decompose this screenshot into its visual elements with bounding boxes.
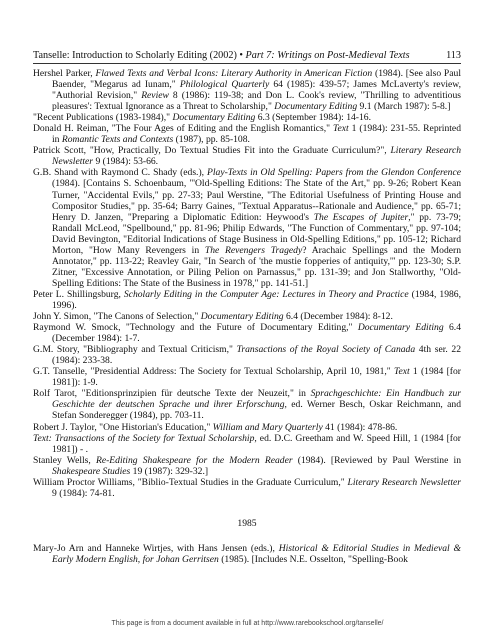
bibliography-entry: G.B. Shand with Raymond C. Shady (eds.), Play-Texts in Old Spelling: Papers from the Glendon Conference (1984). [Contains S. Schoenbaum, "'Old-Spelling Editions: The State of the Art," pp. 9-26; Robert Kean Turner, "Accidental Evils," pp. 27-33; Paul Werstine, "The Editorial Usefulness of Printing House and Compositor Studies," pp. 35-64; Barry Gaines, "Textual Apparatus--Rationale and Audience," pp. 65-71; Henry D. Janzen, "Preparing a Diplomatic Edition: Heywood's The Escapes of Jupiter," pp. 73-79; Randall McLeod, "Spellbound," pp. 81-96; Philip Edwards, "The Function of Commentary," pp. 97-104; David Bevington, "Editorial Indications of Stage Business in Old-Spelling Editions," pp. 105-12; Richard Morton, "How Many Revengers in The Revengers Tragedy? Arachaic Spellings and the Modern Annotator," pp. 113-22; Reavley Gair, "In Search of 'the mustie fopperies of antiquity,'" pp. 123-30; S.P. Zitner, "Excessive Annotation, or Piling Pelion on Parnassus," pp. 131-39; and Jon Stallworthy, "Old-Spelling Editions: The State of the Business in 1978," pp. 141-51.]	[33, 167, 461, 289]
header-section: Part 7: Writings on Post-Medieval Texts	[245, 50, 410, 61]
bibliography-entry: Stanley Wells, Re-Editing Shakespeare for the Modern Reader (1984). [Reviewed by Paul Werstine in Shakespeare Studies 19 (1987): 329-32.]	[33, 454, 461, 477]
bibliography-entry: Robert J. Taylor, "One Historian's Education," William and Mary Quarterly 41 (1984): 478-86.	[33, 421, 398, 433]
page-number: 113	[446, 50, 461, 61]
bibliography-entry: Donald H. Reiman, "The Four Ages of Editing and the English Romantics," Text 1 (1984): 231-55. Reprinted in Romantic Texts and Contexts (1987), pp. 85-108.	[33, 123, 461, 146]
bibliography-entry: Hershel Parker, Flawed Texts and Verbal Icons: Literary Authority in American Fiction (1984). [See also Paul Baender, "Megarus ad Iunam," Philological Quarterly 64 (1985): 439-57; James McLaverty's review, "Authorial Revision," Review 8 (1986): 119-38; and Don L. Cook's review, "Thrilling to adventitious pleasures': Textual Ignorance as a Threat to Scholarship," Documentary Editing 9.1 (March 1987): 5-8.]	[33, 68, 461, 113]
bibliography-entry: Raymond W. Smock, "Technology and the Future of Documentary Editing," Documentary Editing 6.4 (December 1984): 1-7.	[33, 322, 461, 345]
bibliography-entry: Patrick Scott, "How, Practically, Do Textual Studies Fit into the Graduate Curriculum?", Literary Research Newsletter 9 (1984): 53-66.	[33, 145, 461, 168]
bibliography-list-1984	[33, 68, 461, 499]
header-title: Tanselle: Introduction to Scholarly Editing (2002)	[33, 50, 237, 61]
bibliography-entry: William Proctor Williams, "Biblio-Textual Studies in the Graduate Curriculum," Literary Research Newsletter 9 (1984): 74-81.	[33, 476, 462, 499]
year-heading: 1985	[237, 517, 257, 529]
running-header	[33, 50, 461, 64]
bibliography-entry: Rolf Tarot, "Editionsprinzipien für deutsche Texte der Neuzeit," in Sprachgeschichte: Ein Handbuch zur Geschichte der deutschen Sprache und ihrer Erforschung, ed. Werner Besch, Oskar Reichmann, and Stefan Sonderegger (1984), pp. 703-11.	[33, 388, 461, 422]
bibliography-entry: G.M. Story, "Bibliography and Textual Criticism," Transactions of the Royal Society of Canada 4th ser. 22 (1984): 233-38.	[33, 344, 462, 367]
header-bullet: •	[239, 50, 243, 61]
bibliography-entry: Text: Transactions of the Society for Textual Scholarship, ed. D.C. Greetham and W. Speed Hill, 1 (1984 [for 1981]) - .	[33, 432, 461, 455]
bibliography-list-1985	[33, 543, 461, 565]
page-footer: This page is from a document available in full at http://www.rarebookschool.org/tanselle/	[111, 620, 384, 627]
bibliography-entry: Mary-Jo Arn and Hanneke Wirtjes, with Hans Jensen (eds.), Historical & Editorial Studies in Medieval & Early Modern English, for Johan Gerritsen (1985). [Includes N.E. Osselton, "Spelling-Book	[33, 542, 461, 565]
bibliography-body	[33, 68, 461, 565]
bibliography-entry: "Recent Publications (1983-1984)," Documentary Editing 6.3 (September 1984): 14-16.	[33, 112, 371, 124]
bibliography-entry: John Y. Simon, "The Canons of Selection," Documentary Editing 6.4 (December 1984): 8-12.	[33, 311, 393, 323]
bibliography-entry: Peter L. Shillingsburg, Scholarly Editing in the Computer Age: Lectures in Theory and Practice (1984, 1986, 1996).	[33, 288, 461, 311]
bibliography-entry: G.T. Tanselle, "Presidential Address: The Society for Textual Scholarship, April 10, 1981," Text 1 (1984 [for 1981]): 1-9.	[33, 366, 461, 389]
